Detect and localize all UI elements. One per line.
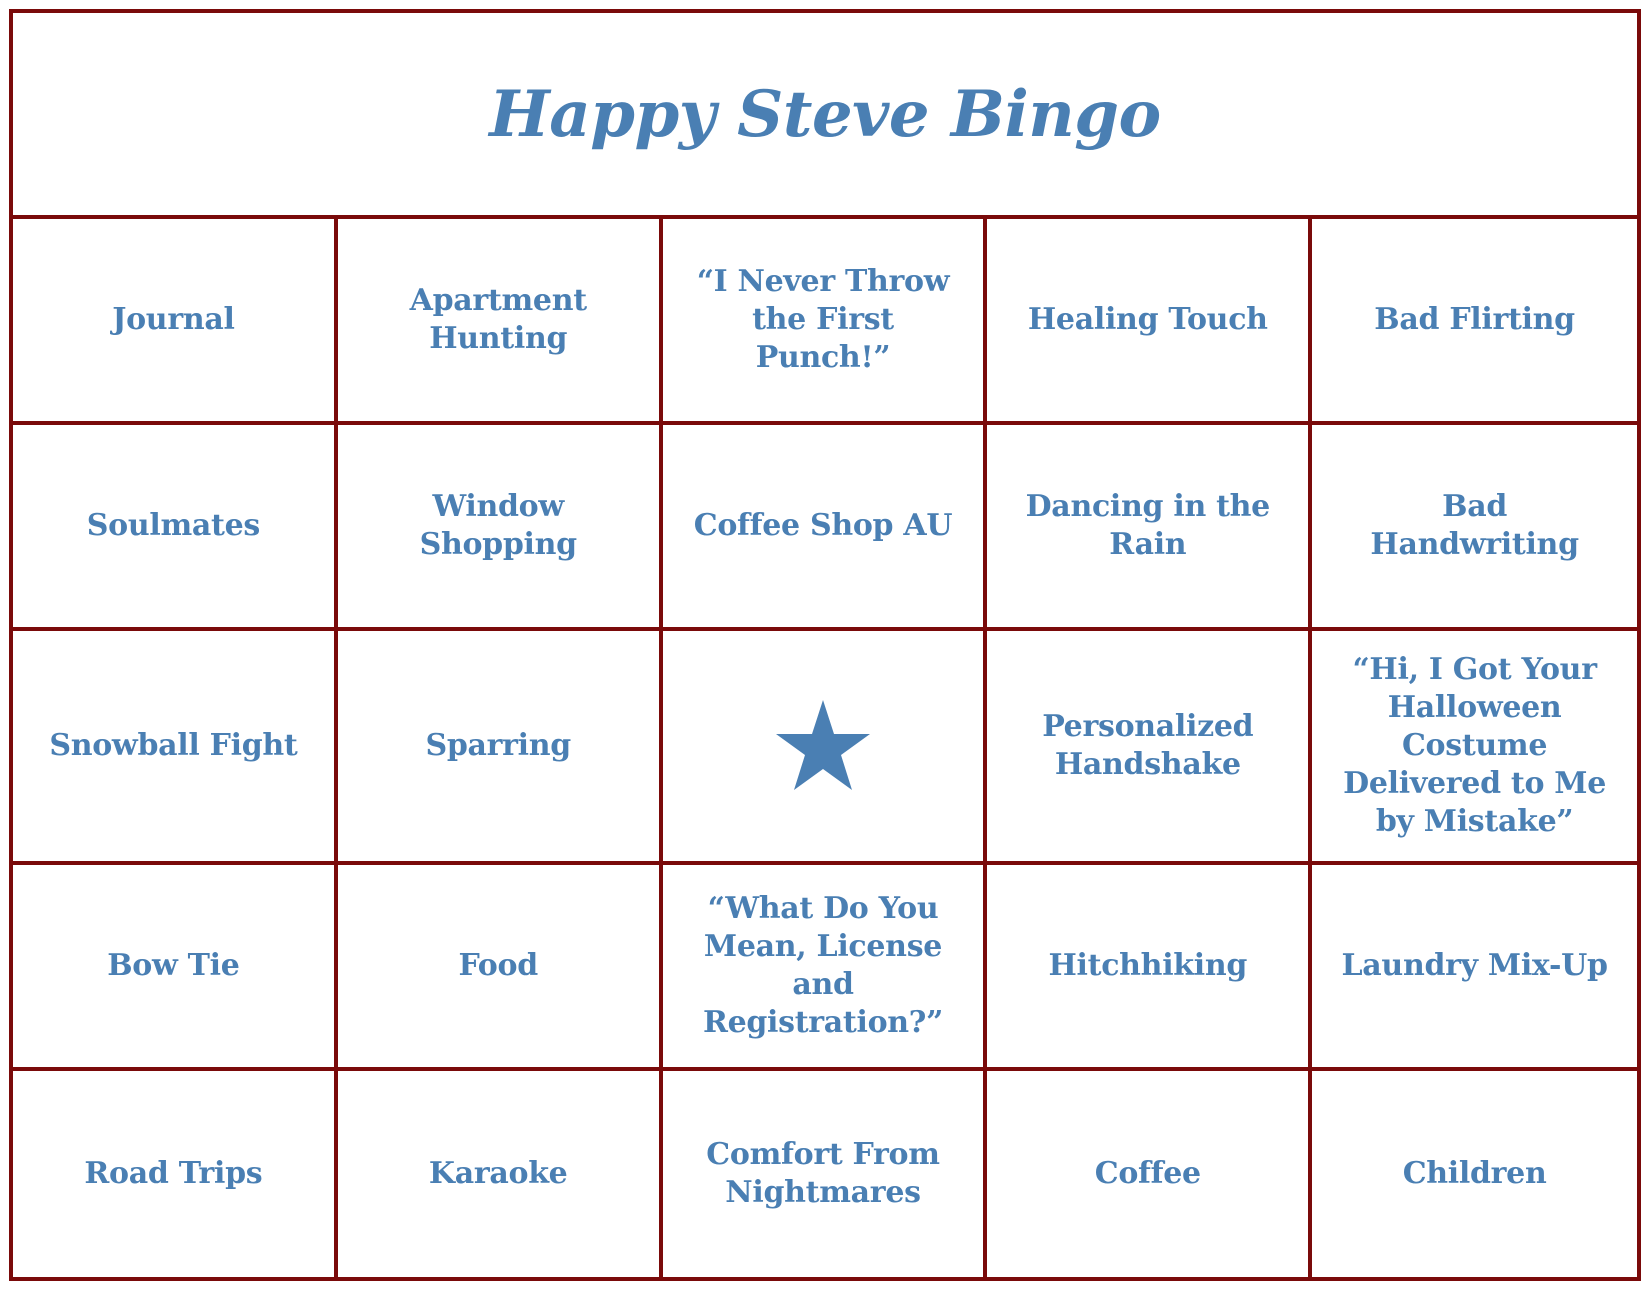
bingo-cell-label: Comfort From Nightmares xyxy=(706,1137,940,1210)
bingo-cell-label: Healing Touch xyxy=(1027,302,1268,337)
bingo-cell-label: Hitchhiking xyxy=(1048,948,1248,983)
bingo-cell-label: “I Never Throw the First Punch!” xyxy=(696,264,950,375)
bingo-cell[interactable] xyxy=(13,219,338,425)
bingo-cell[interactable] xyxy=(663,425,988,631)
bingo-cell[interactable] xyxy=(338,1071,663,1277)
bingo-cell-label: Food xyxy=(458,948,538,983)
title-row xyxy=(13,13,1637,219)
bingo-cell[interactable] xyxy=(13,1071,338,1277)
bingo-cell-label: Personalized Handshake xyxy=(1042,709,1254,782)
bingo-cell[interactable] xyxy=(987,631,1312,865)
bingo-cell[interactable] xyxy=(1312,631,1637,865)
star-icon xyxy=(773,696,873,796)
bingo-cell[interactable] xyxy=(663,865,988,1071)
bingo-cell[interactable] xyxy=(987,865,1312,1071)
bingo-cell-label: Laundry Mix-Up xyxy=(1341,948,1608,983)
bingo-cell-label: “What Do You Mean, License and Registration?” xyxy=(702,891,944,1040)
bingo-grid xyxy=(13,219,1637,1277)
bingo-cell[interactable] xyxy=(338,219,663,425)
bingo-cell[interactable] xyxy=(987,219,1312,425)
bingo-cell-label: Snowball Fight xyxy=(49,728,298,763)
page-title: Happy Steve Bingo xyxy=(489,76,1161,152)
bingo-cell-label: Window Shopping xyxy=(419,489,577,562)
bingo-cell[interactable] xyxy=(663,219,988,425)
bingo-cell-label: Bad Handwriting xyxy=(1370,489,1579,562)
bingo-cell-label: Road Trips xyxy=(84,1156,263,1191)
bingo-cell[interactable] xyxy=(13,631,338,865)
bingo-cell[interactable] xyxy=(1312,425,1637,631)
bingo-cell-label: Dancing in the Rain xyxy=(1025,489,1270,562)
bingo-card xyxy=(9,9,1641,1281)
bingo-cell[interactable] xyxy=(13,865,338,1071)
bingo-cell-label: Apartment Hunting xyxy=(409,283,587,356)
bingo-cell[interactable] xyxy=(13,425,338,631)
bingo-cell[interactable] xyxy=(338,865,663,1071)
bingo-cell-label: “Hi, I Got Your Halloween Costume Delivered to Me by Mistake” xyxy=(1343,652,1606,839)
bingo-cell[interactable] xyxy=(987,1071,1312,1277)
bingo-cell-label: Bad Flirting xyxy=(1374,302,1575,337)
free-space-cell[interactable] xyxy=(663,631,988,865)
bingo-cell-label: Bow Tie xyxy=(107,948,240,983)
bingo-cell-label: Journal xyxy=(112,302,235,337)
bingo-cell-label: Children xyxy=(1402,1156,1547,1191)
bingo-cell-label: Sparring xyxy=(425,728,571,763)
bingo-cell[interactable] xyxy=(338,631,663,865)
bingo-cell-label: Coffee Shop AU xyxy=(693,508,953,543)
bingo-cell[interactable] xyxy=(1312,1071,1637,1277)
bingo-cell[interactable] xyxy=(1312,865,1637,1071)
bingo-cell-label: Coffee xyxy=(1094,1156,1201,1191)
bingo-cell[interactable] xyxy=(663,1071,988,1277)
bingo-cell[interactable] xyxy=(338,425,663,631)
bingo-cell[interactable] xyxy=(1312,219,1637,425)
bingo-cell[interactable] xyxy=(987,425,1312,631)
bingo-cell-label: Karaoke xyxy=(428,1156,568,1191)
bingo-cell-label: Soulmates xyxy=(86,508,260,543)
